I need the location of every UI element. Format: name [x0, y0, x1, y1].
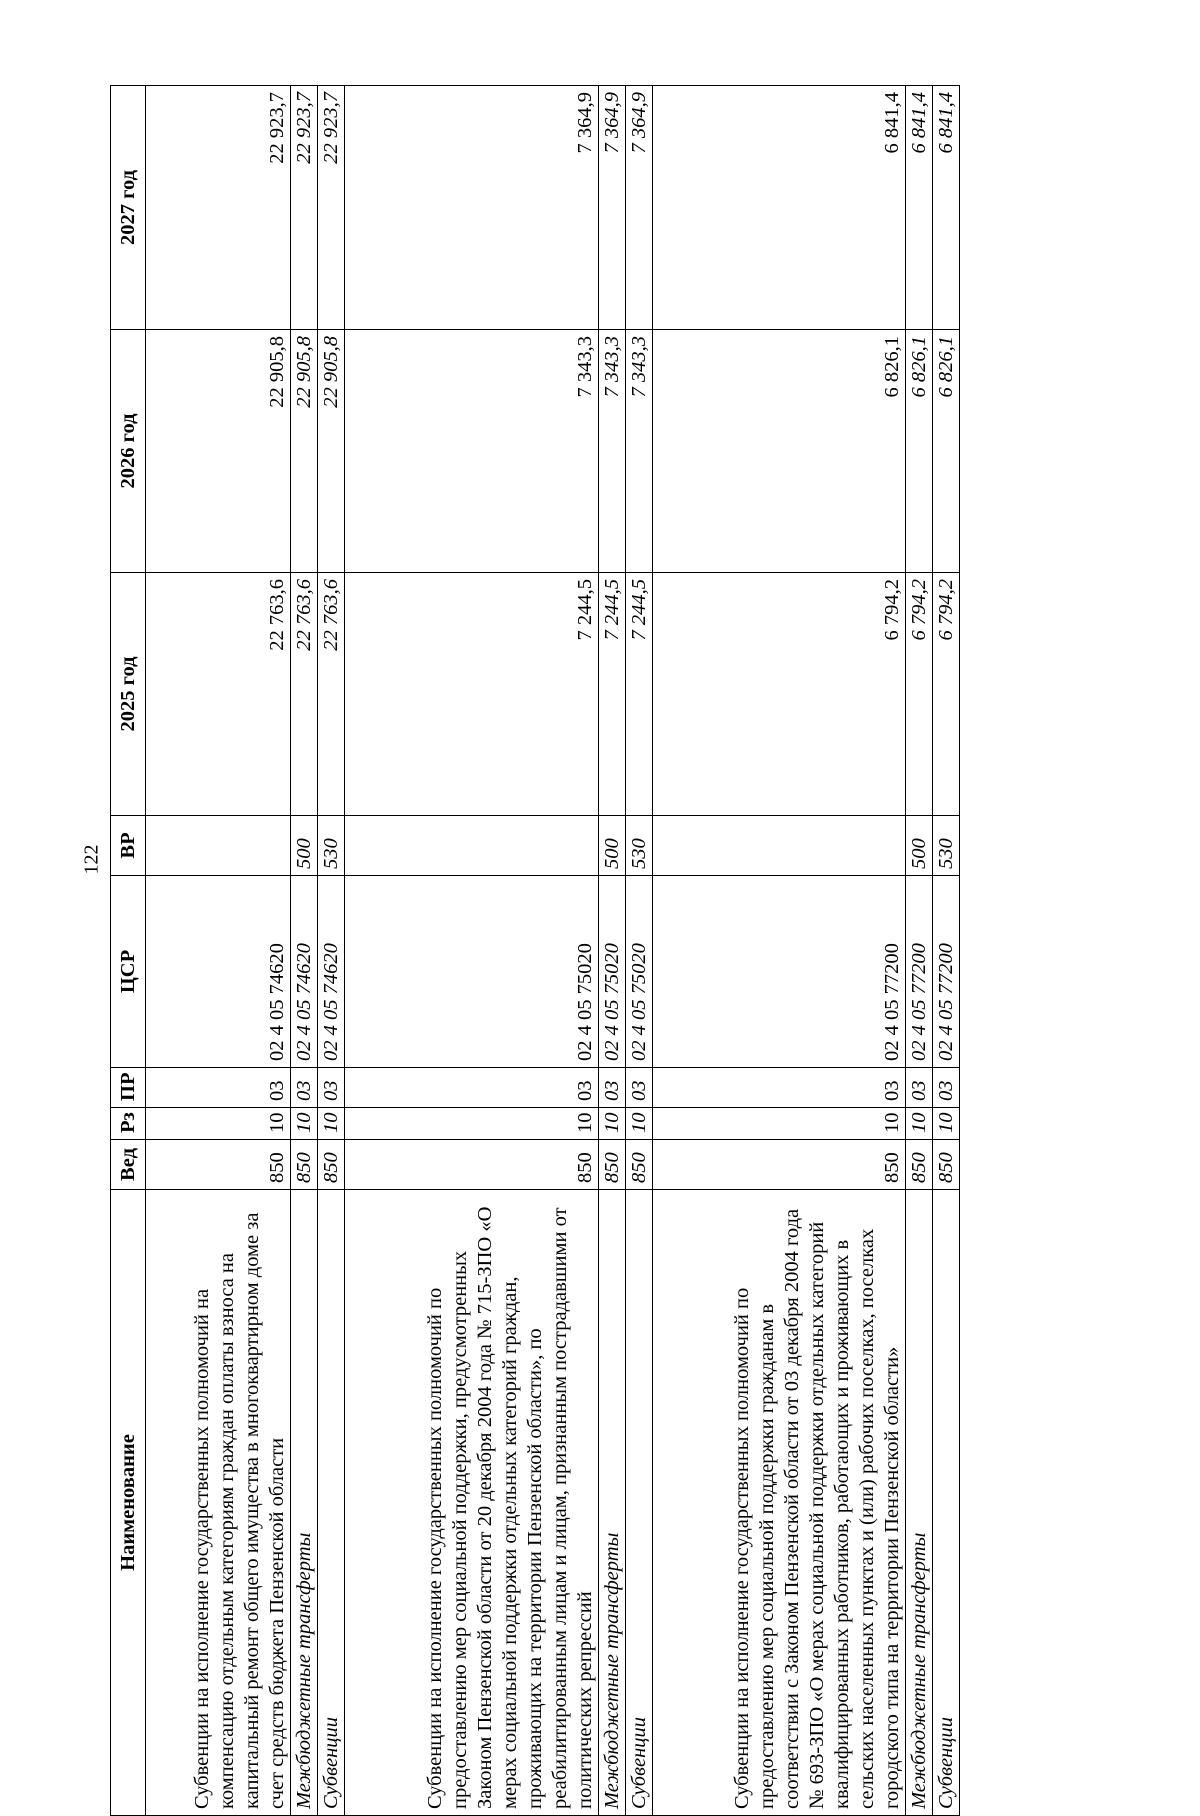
- cell-rz: 10: [906, 1108, 933, 1140]
- cell-pr: 03: [625, 1068, 652, 1108]
- cell-2025: 7 244,5: [625, 573, 652, 816]
- cell-2027: 22 923,7: [146, 86, 291, 330]
- cell-name: Субвенции: [625, 1190, 652, 1816]
- cell-csr: 02 4 05 77200: [906, 876, 933, 1068]
- cell-pr: 03: [933, 1068, 960, 1108]
- cell-name: Межбюджетные трансферты: [906, 1190, 933, 1816]
- cell-rz: 10: [625, 1108, 652, 1140]
- cell-vr: [146, 816, 291, 876]
- table-row: [598, 86, 625, 1816]
- cell-2025: 22 763,6: [291, 573, 318, 816]
- budget-table: [110, 85, 960, 1816]
- cell-2026: 6 826,1: [933, 330, 960, 573]
- cell-ved: 850: [625, 1140, 652, 1190]
- header-csr: ЦСР: [111, 876, 146, 1068]
- page-number: 122: [80, 844, 103, 875]
- cell-csr: 02 4 05 74620: [318, 876, 345, 1068]
- table-row: [291, 86, 318, 1816]
- cell-2026: 6 826,1: [906, 330, 933, 573]
- cell-pr: 03: [652, 1068, 905, 1108]
- header-vr: ВР: [111, 816, 146, 876]
- cell-rz: 10: [291, 1108, 318, 1140]
- header-ved: Вед: [111, 1140, 146, 1190]
- cell-2027: 6 841,4: [906, 86, 933, 330]
- cell-2025: 7 244,5: [345, 573, 598, 816]
- table-row: [906, 86, 933, 1816]
- cell-vr: 500: [598, 816, 625, 876]
- cell-vr: 530: [318, 816, 345, 876]
- cell-ved: 850: [318, 1140, 345, 1190]
- cell-ved: 850: [146, 1140, 291, 1190]
- cell-name: Субвенции: [933, 1190, 960, 1816]
- cell-2027: 7 364,9: [598, 86, 625, 330]
- header-2025: 2025 год: [111, 573, 146, 816]
- cell-csr: 02 4 05 74620: [291, 876, 318, 1068]
- table-row: [933, 86, 960, 1816]
- cell-pr: 03: [146, 1068, 291, 1108]
- cell-rz: 10: [598, 1108, 625, 1140]
- cell-ved: 850: [933, 1140, 960, 1190]
- cell-name: Субвенции на исполнение государственных полномочий по предоставлению мер социальной поддержки гражданам в соответствии с Законом Пензенской области от 03 декабря 2004 года № 693-ЗПО «О мерах социальной поддержки отдельных категорий квалифицированных работников, работающих и проживающих в сельских населенных пунктах и (или) рабочих поселках, поселках городского типа на территории Пензенской области»: [652, 1190, 905, 1816]
- cell-rz: 10: [146, 1108, 291, 1140]
- header-2027: 2027 год: [111, 86, 146, 330]
- header-2026: 2026 год: [111, 330, 146, 573]
- cell-2025: 22 763,6: [318, 573, 345, 816]
- cell-2027: 6 841,4: [933, 86, 960, 330]
- header-rz: Рз: [111, 1108, 146, 1140]
- cell-rz: 10: [652, 1108, 905, 1140]
- cell-csr: 02 4 05 75020: [625, 876, 652, 1068]
- cell-csr: 02 4 05 74620: [146, 876, 291, 1068]
- cell-vr: 530: [625, 816, 652, 876]
- table-row: [652, 86, 905, 1816]
- header-pr: ПР: [111, 1068, 146, 1108]
- header-name: Наименование: [111, 1190, 146, 1816]
- cell-ved: 850: [906, 1140, 933, 1190]
- cell-csr: 02 4 05 75020: [598, 876, 625, 1068]
- cell-name: Субвенции: [318, 1190, 345, 1816]
- cell-2027: 22 923,7: [291, 86, 318, 330]
- cell-2026: 7 343,3: [345, 330, 598, 573]
- cell-2027: 7 364,9: [345, 86, 598, 330]
- cell-name: Межбюджетные трансферты: [291, 1190, 318, 1816]
- cell-csr: 02 4 05 77200: [652, 876, 905, 1068]
- cell-name: Межбюджетные трансферты: [598, 1190, 625, 1816]
- cell-name: Субвенции на исполнение государственных полномочий по предоставлению мер социальной поддержки, предусмотренных Законом Пензенской области от 20 декабря 2004 года № 715-ЗПО «О мерах социальной поддержки отдельных категорий граждан, проживающих на территории Пензенской области», по реабилитированным лицам и лицам, признанным пострадавшими от политических репрессий: [345, 1190, 598, 1816]
- cell-csr: 02 4 05 77200: [933, 876, 960, 1068]
- cell-ved: 850: [291, 1140, 318, 1190]
- cell-ved: 850: [652, 1140, 905, 1190]
- cell-pr: 03: [345, 1068, 598, 1108]
- cell-2025: 6 794,2: [652, 573, 905, 816]
- table-row: [625, 86, 652, 1816]
- cell-vr: 530: [933, 816, 960, 876]
- cell-2026: 22 905,8: [291, 330, 318, 573]
- cell-csr: 02 4 05 75020: [345, 876, 598, 1068]
- cell-name: Субвенции на исполнение государственных полномочий на компенсацию отдельным категориям граждан оплаты взноса на капитальный ремонт общего имущества в многоквартирном доме за счет средств бюджета Пензенской области: [146, 1190, 291, 1816]
- cell-2027: 6 841,4: [652, 86, 905, 330]
- cell-vr: 500: [291, 816, 318, 876]
- cell-pr: 03: [318, 1068, 345, 1108]
- cell-ved: 850: [345, 1140, 598, 1190]
- cell-2025: 6 794,2: [906, 573, 933, 816]
- table-row: [345, 86, 598, 1816]
- cell-2027: 7 364,9: [625, 86, 652, 330]
- header-row: [111, 86, 146, 1816]
- cell-2026: 6 826,1: [652, 330, 905, 573]
- cell-pr: 03: [291, 1068, 318, 1108]
- cell-pr: 03: [598, 1068, 625, 1108]
- table-rotated: [110, 86, 960, 1816]
- cell-vr: 500: [906, 816, 933, 876]
- cell-ved: 850: [598, 1140, 625, 1190]
- cell-2026: 22 905,8: [146, 330, 291, 573]
- cell-2027: 22 923,7: [318, 86, 345, 330]
- cell-2025: 7 244,5: [598, 573, 625, 816]
- table-row: [318, 86, 345, 1816]
- cell-2025: 6 794,2: [933, 573, 960, 816]
- cell-vr: [652, 816, 905, 876]
- cell-vr: [345, 816, 598, 876]
- table-row: [146, 86, 291, 1816]
- cell-2026: 22 905,8: [318, 330, 345, 573]
- cell-rz: 10: [933, 1108, 960, 1140]
- cell-rz: 10: [345, 1108, 598, 1140]
- cell-rz: 10: [318, 1108, 345, 1140]
- cell-2025: 22 763,6: [146, 573, 291, 816]
- cell-2026: 7 343,3: [625, 330, 652, 573]
- cell-2026: 7 343,3: [598, 330, 625, 573]
- cell-pr: 03: [906, 1068, 933, 1108]
- table-rotation-frame: [110, 86, 1200, 1809]
